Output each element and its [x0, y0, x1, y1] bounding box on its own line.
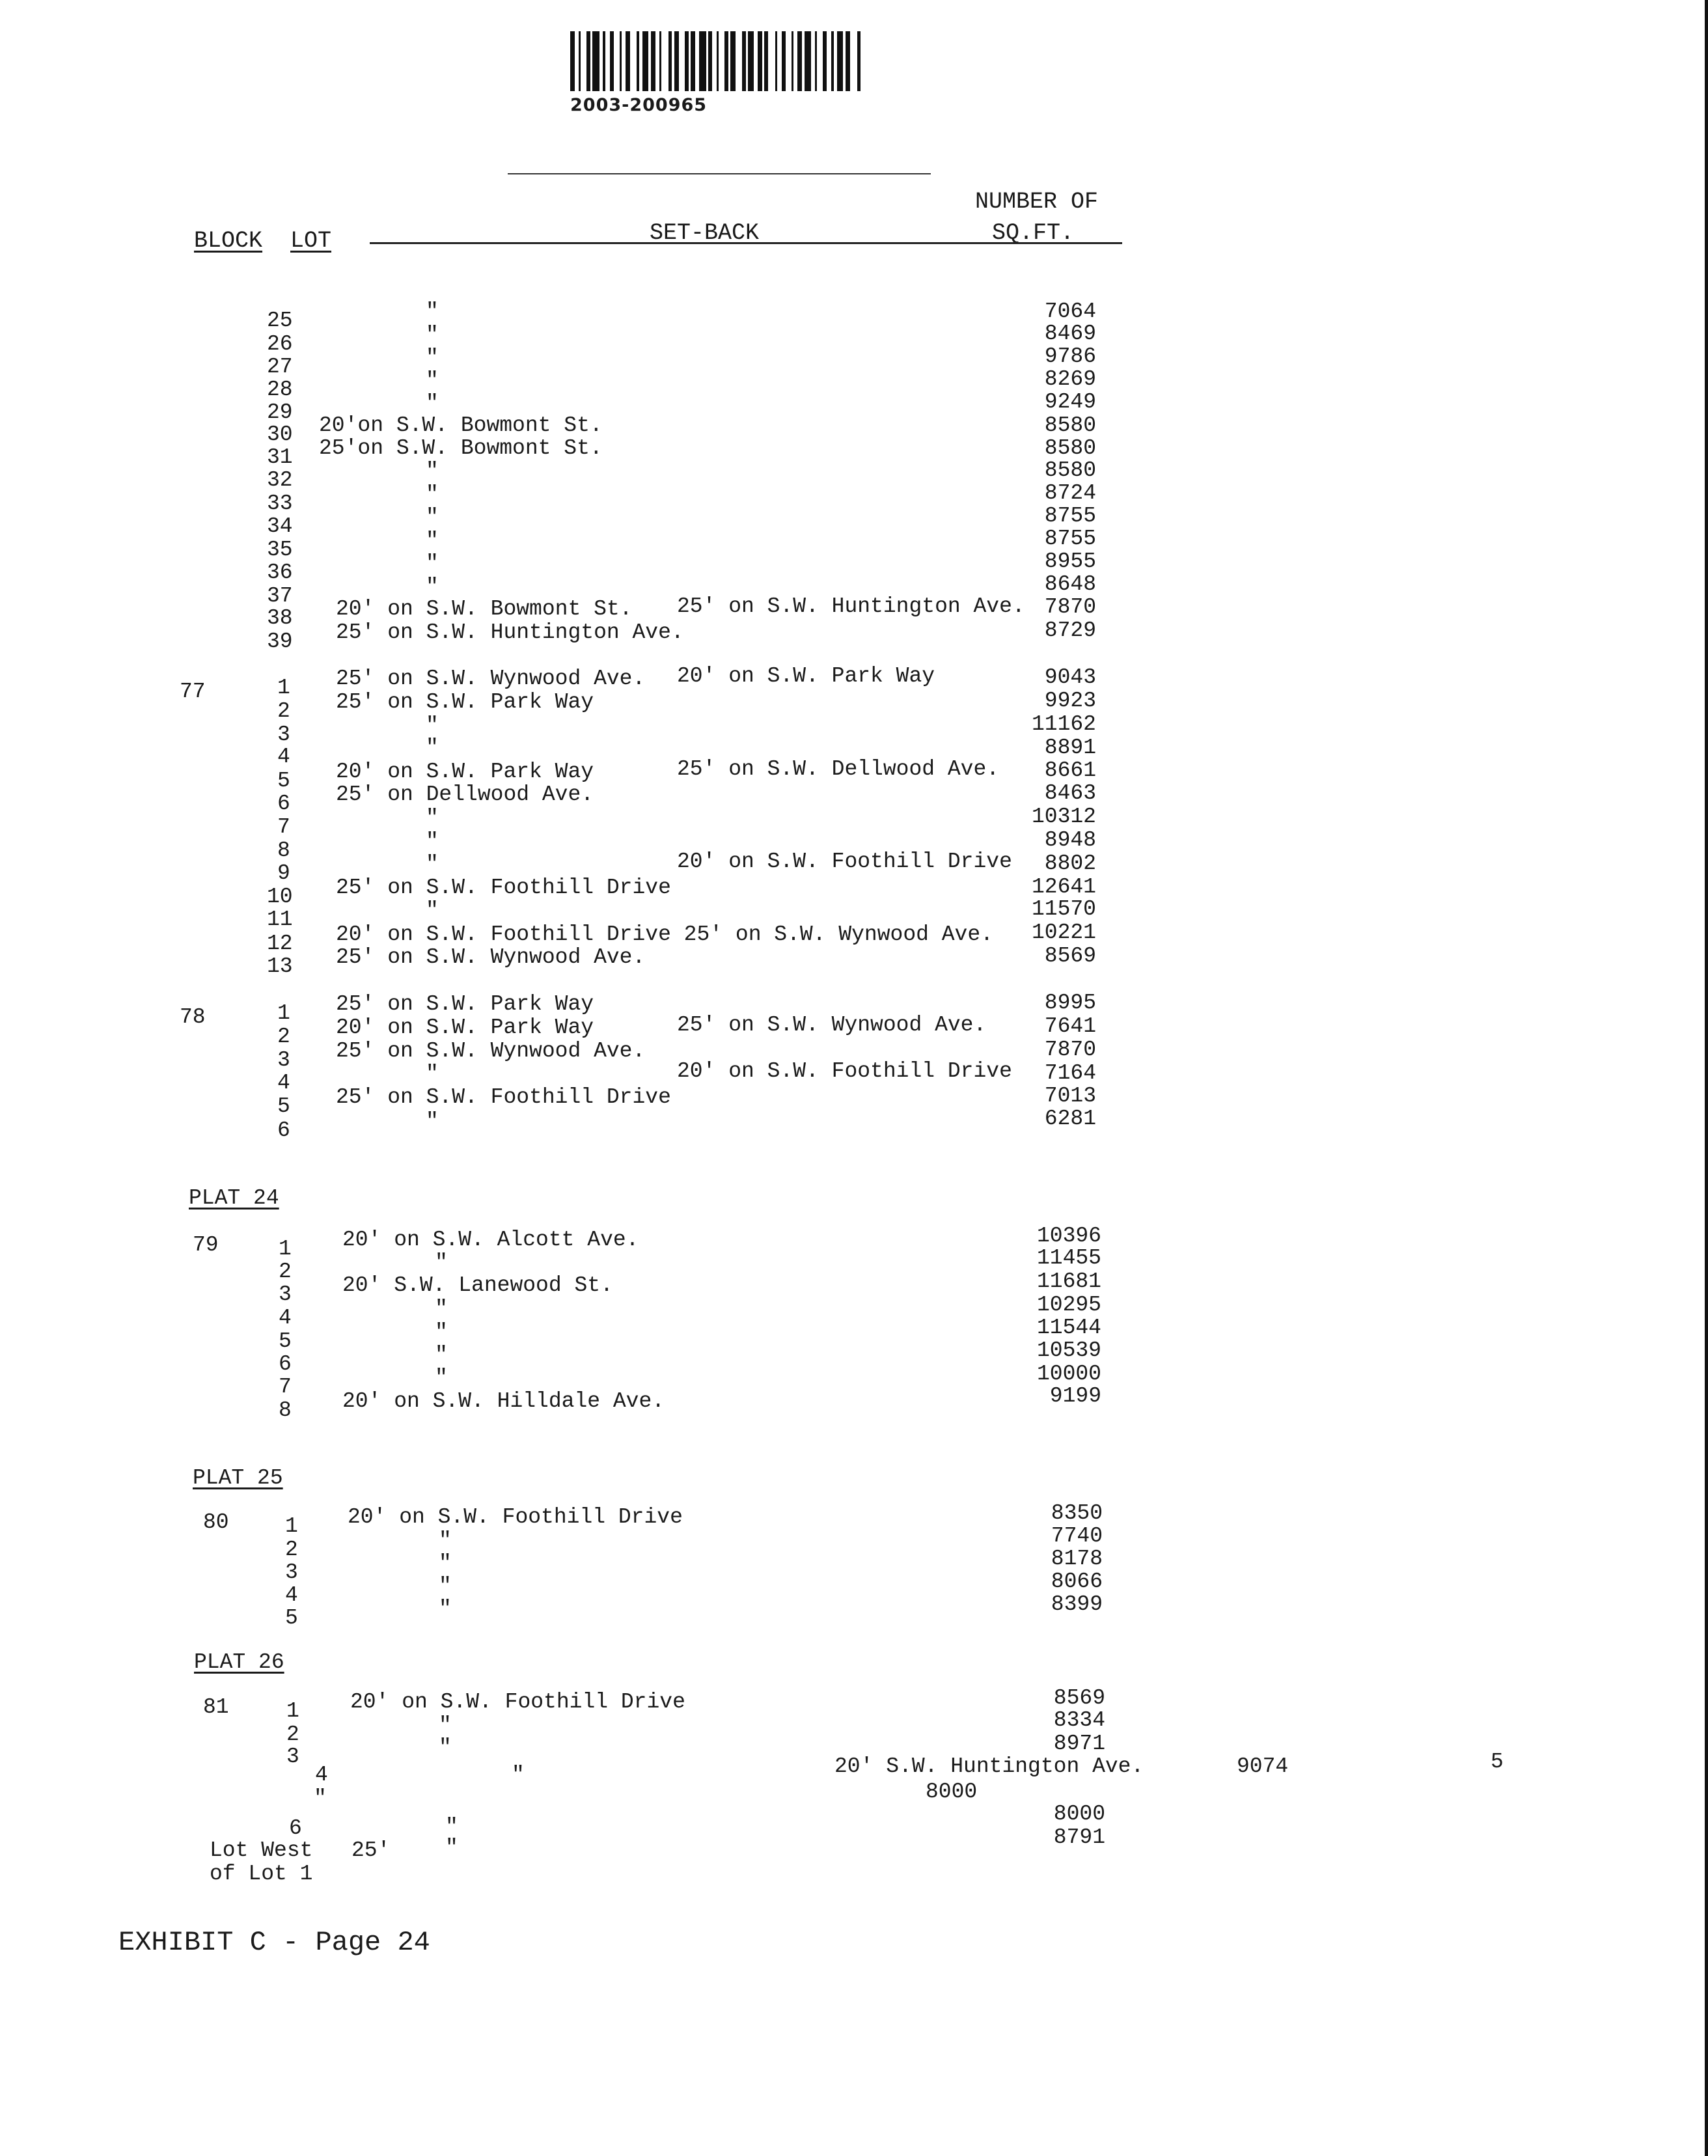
- setback-text: 20' on S.W. Foothill Drive 25' on S.W. Wynwood Ave.: [336, 922, 993, 947]
- sqft-value: 7164: [1044, 1061, 1096, 1085]
- sqft-value: 8995: [1044, 991, 1096, 1015]
- setback-text: ": [426, 713, 439, 738]
- plat-26-lot-4-ditto: ": [512, 1763, 525, 1787]
- sqft-value: 8580: [1044, 436, 1096, 460]
- barcode-bar: [626, 31, 630, 91]
- setback-text: ": [426, 529, 439, 553]
- lot-number: 4: [279, 1306, 292, 1330]
- lot-number: 7: [279, 1375, 292, 1399]
- sqft-value: 8178: [1051, 1547, 1103, 1571]
- header-rule: [370, 242, 1122, 244]
- sqft-value: 10539: [1036, 1338, 1101, 1362]
- setback-text: ": [426, 736, 439, 760]
- setback-text: ": [435, 1297, 448, 1321]
- lot-number: 2: [286, 1722, 299, 1747]
- setback-text: ": [426, 323, 439, 347]
- lot-number: 5: [277, 1094, 290, 1118]
- lot-number: 26: [267, 332, 293, 356]
- setback-text: 20'on S.W. Bowmont St.: [319, 413, 603, 437]
- barcode-bar: [850, 31, 857, 91]
- sqft-value: 8399: [1051, 1592, 1103, 1616]
- setback-text: 25'on S.W. Bowmont St.: [319, 436, 603, 460]
- sqft-value: 8569: [1053, 1686, 1105, 1710]
- barcode-bar: [712, 31, 717, 91]
- barcode-bar: [817, 31, 823, 91]
- plat-26-lot-6-sqft: 8000: [1053, 1802, 1105, 1826]
- lot-number: 3: [277, 723, 290, 747]
- sqft-value: 10295: [1036, 1293, 1101, 1317]
- barcode-bar: [797, 31, 802, 91]
- lot-number: 1: [277, 676, 290, 700]
- sqft-value: 7870: [1044, 595, 1096, 619]
- sqft-value: 7064: [1044, 299, 1096, 324]
- setback-text: ": [426, 551, 439, 575]
- barcode-bar: [786, 31, 792, 91]
- lot-number: 2: [285, 1538, 298, 1562]
- block-number: 79: [193, 1233, 219, 1257]
- lot-number: 1: [279, 1237, 292, 1261]
- sqft-value: 9199: [1049, 1384, 1101, 1408]
- lot-number: 3: [286, 1745, 299, 1769]
- sqft-value: 9786: [1044, 344, 1096, 368]
- lot-number: 7: [277, 815, 290, 839]
- lot-number: 30: [267, 422, 293, 447]
- setback-text: ": [435, 1320, 448, 1344]
- setback-text: ": [426, 1109, 439, 1133]
- barcode-bar: [614, 31, 620, 91]
- plat-26-lot-5: 5: [1491, 1750, 1504, 1774]
- lot-number: 4: [285, 1583, 298, 1607]
- barcode-bar: [805, 31, 812, 91]
- setback-text: 20' on S.W. Foothill Drive: [348, 1505, 683, 1529]
- lot-number: 6: [279, 1352, 292, 1376]
- lot-number: 8: [279, 1398, 292, 1422]
- top-rule: [508, 173, 931, 174]
- setback-text: 25' on S.W. Wynwood Ave.: [336, 945, 646, 969]
- setback-secondary: 25' on S.W. Wynwood Ave.: [677, 1013, 987, 1037]
- setback-text: ": [426, 898, 439, 922]
- sqft-value: 8891: [1044, 736, 1096, 760]
- sqft-value: 8569: [1044, 944, 1096, 968]
- plat-26-ditto-row-sqft: 8000: [926, 1780, 978, 1804]
- barcode-bar: [861, 31, 863, 91]
- setback-text: ": [439, 1735, 452, 1760]
- sqft-value: 11162: [1031, 712, 1096, 736]
- setback-text: ": [426, 346, 439, 370]
- setback-text: 20' S.W. Lanewood St.: [342, 1273, 613, 1297]
- setback-text: 25' on Dellwood Ave.: [336, 782, 594, 807]
- lot-number: 10: [267, 885, 293, 909]
- barcode-bar: [827, 31, 831, 91]
- setback-text: 25' on S.W. Wynwood Ave.: [336, 1039, 646, 1063]
- lot-number: 12: [267, 932, 293, 956]
- lot-number: 37: [267, 584, 293, 608]
- lot-number: 1: [286, 1699, 299, 1723]
- sqft-value: 8661: [1044, 758, 1096, 782]
- setback-text: 25' on S.W. Park Way: [336, 992, 594, 1016]
- setback-text: ": [426, 806, 439, 830]
- setback-text: 25' on S.W. Wynwood Ave.: [336, 667, 646, 691]
- setback-text: 20' on S.W. Alcott Ave.: [342, 1228, 639, 1252]
- barcode-bar: [642, 31, 648, 91]
- setback-text: ": [435, 1251, 448, 1275]
- setback-text: 20' on S.W. Bowmont St.: [336, 597, 633, 621]
- setback-text: 25' on S.W. Foothill Drive: [336, 1085, 671, 1109]
- lot-number: 1: [277, 1001, 290, 1025]
- barcode-bar: [581, 31, 586, 91]
- sqft-value: 7740: [1051, 1524, 1103, 1548]
- lot-number: 29: [267, 400, 293, 424]
- setback-secondary: 20' on S.W. Park Way: [677, 664, 935, 688]
- setback-text: ": [426, 505, 439, 529]
- setback-text: ": [426, 829, 439, 853]
- lot-number: 1: [285, 1514, 298, 1538]
- plat-26-lot-west-ditto: ": [445, 1836, 458, 1860]
- sqft-value: 7641: [1044, 1014, 1096, 1038]
- lot-number: 3: [285, 1560, 298, 1584]
- setback-secondary: 25' on S.W. Huntington Ave.: [677, 594, 1025, 618]
- barcode-bar: [758, 31, 762, 91]
- setback-text: ": [435, 1366, 448, 1390]
- lot-number: 8: [277, 838, 290, 863]
- setback-text: ": [435, 1343, 448, 1367]
- block-number: 78: [180, 1005, 206, 1029]
- sqft-value: 8648: [1044, 572, 1096, 596]
- sqft-value: 9923: [1044, 689, 1096, 713]
- setback-text: ": [439, 1713, 452, 1737]
- setback-text: 25' on S.W. Park Way: [336, 690, 594, 714]
- page-edge: [1705, 0, 1708, 2156]
- sqft-value: 8580: [1044, 458, 1096, 482]
- lot-number: 2: [279, 1260, 292, 1284]
- barcode-bar: [661, 31, 668, 91]
- header-block: BLOCK: [194, 228, 263, 254]
- plat-26-lot-4-sqft: 9074: [1237, 1754, 1289, 1778]
- plat-26-lot-west-sqft: 8791: [1053, 1825, 1105, 1849]
- barcode-bar: [691, 31, 695, 91]
- setback-text: ": [439, 1551, 452, 1575]
- barcode-bar: [837, 31, 843, 91]
- sqft-value: 8580: [1044, 413, 1096, 437]
- setback-secondary: 20' on S.W. Foothill Drive: [677, 850, 1012, 874]
- lot-number: 6: [277, 1118, 290, 1142]
- block-number: 77: [180, 680, 206, 704]
- setback-text: 20' on S.W. Hilldale Ave.: [342, 1389, 665, 1413]
- lot-number: 4: [277, 745, 290, 769]
- setback-text: ": [439, 1574, 452, 1598]
- sqft-value: 8724: [1044, 481, 1096, 505]
- sqft-value: 8802: [1044, 851, 1096, 876]
- lot-number: 28: [267, 378, 293, 402]
- sqft-value: 12641: [1031, 875, 1096, 899]
- sqft-value: 8066: [1051, 1569, 1103, 1594]
- setback-text: ": [426, 852, 439, 876]
- barcode-bar: [570, 31, 575, 91]
- sqft-value: 8955: [1044, 549, 1096, 574]
- barcode-bar: [846, 31, 850, 91]
- sqft-value: 8463: [1044, 781, 1096, 805]
- sqft-value: 10312: [1031, 805, 1096, 829]
- barcode-bar: [630, 31, 637, 91]
- lot-number: 5: [285, 1606, 298, 1630]
- barcode-bar: [736, 31, 743, 91]
- lot-number: 11: [267, 907, 293, 932]
- header-setback: SET-BACK: [650, 220, 760, 246]
- setback-text: 25' on S.W. Huntington Ave.: [336, 620, 684, 644]
- lot-number: 5: [279, 1329, 292, 1353]
- barcode-bar: [651, 31, 655, 91]
- sqft-value: 11570: [1031, 897, 1096, 921]
- plat-26-lot-6: 6: [289, 1816, 302, 1840]
- lot-number: 34: [267, 514, 293, 538]
- plat-26-lot-west-line1: Lot West: [210, 1838, 313, 1862]
- lot-number: 35: [267, 538, 293, 562]
- plat-26-lot-4-setback: 20' S.W. Huntington Ave.: [834, 1754, 1144, 1778]
- barcode-bar: [605, 31, 610, 91]
- barcode-number: 2003-200965: [570, 95, 708, 115]
- sqft-value: 11544: [1036, 1316, 1101, 1340]
- lot-number: 2: [277, 699, 290, 723]
- setback-text: 20' on S.W. Park Way: [336, 760, 594, 784]
- sqft-value: 6281: [1044, 1107, 1096, 1131]
- lot-number: 6: [277, 792, 290, 816]
- exhibit-footer: EXHIBIT C - Page 24: [118, 1927, 430, 1958]
- barcode-bar: [674, 31, 679, 91]
- setback-text: ": [426, 459, 439, 483]
- sqft-value: 10221: [1031, 920, 1096, 945]
- barcode: [570, 31, 863, 91]
- sqft-value: 8948: [1044, 828, 1096, 852]
- barcode-bar: [592, 31, 599, 91]
- lot-number: 4: [277, 1071, 290, 1095]
- lot-number: 33: [267, 491, 293, 516]
- lot-number: 38: [267, 606, 293, 630]
- barcode-bar: [719, 31, 724, 91]
- sqft-value: 8755: [1044, 504, 1096, 528]
- setback-text: ": [426, 391, 439, 415]
- plat-26-title: PLAT 26: [194, 1650, 284, 1674]
- setback-text: 20' on S.W. Foothill Drive: [350, 1690, 685, 1714]
- setback-text: ": [426, 368, 439, 393]
- barcode-bar: [777, 31, 782, 91]
- setback-text: ": [439, 1528, 452, 1553]
- setback-text: 25' on S.W. Foothill Drive: [336, 876, 671, 900]
- lot-number: 31: [267, 445, 293, 469]
- sqft-value: 10000: [1036, 1362, 1101, 1386]
- setback-text: ": [426, 575, 439, 599]
- barcode-bar: [768, 31, 775, 91]
- lot-number: 9: [277, 861, 290, 885]
- lot-number: 5: [277, 769, 290, 793]
- block-number: 80: [203, 1510, 229, 1534]
- sqft-value: 9249: [1044, 390, 1096, 414]
- sqft-value: 8334: [1053, 1708, 1105, 1732]
- lot-number: 32: [267, 468, 293, 492]
- lot-number: 27: [267, 355, 293, 379]
- setback-text: 20' on S.W. Park Way: [336, 1016, 594, 1040]
- lot-number: 25: [267, 309, 293, 333]
- lot-number: 13: [267, 954, 293, 978]
- barcode-bar: [699, 31, 706, 91]
- header-lot: LOT: [290, 228, 332, 254]
- plat-26-lot-6-setback: ": [445, 1815, 458, 1839]
- sqft-value: 8755: [1044, 527, 1096, 551]
- sqft-value: 8269: [1044, 367, 1096, 391]
- setback-text: ": [426, 299, 439, 324]
- plat-26-lot-4: 4: [315, 1763, 328, 1787]
- lot-number: 3: [277, 1048, 290, 1072]
- setback-text: ": [439, 1597, 452, 1621]
- sqft-value: 9043: [1044, 665, 1096, 689]
- plat-24-title: PLAT 24: [189, 1186, 279, 1210]
- sqft-value: 8971: [1053, 1732, 1105, 1756]
- sqft-value: 10396: [1036, 1224, 1101, 1248]
- barcode-bar: [730, 31, 735, 91]
- lot-number: 2: [277, 1025, 290, 1049]
- plat-26-ditto-row: ": [314, 1786, 327, 1810]
- header-sqft: SQ.FT.: [992, 220, 1075, 246]
- setback-text: ": [426, 1062, 439, 1086]
- plat-26-lot-west-line2: of Lot 1: [210, 1862, 313, 1886]
- sqft-value: 11681: [1036, 1269, 1101, 1293]
- plat-26-lot-west-setback: 25': [351, 1838, 391, 1862]
- sqft-value: 11455: [1036, 1246, 1101, 1270]
- block-number: 81: [203, 1695, 229, 1719]
- sqft-value: 7013: [1044, 1084, 1096, 1108]
- lot-number: 39: [267, 629, 293, 654]
- header-number-of: NUMBER OF: [975, 189, 1099, 215]
- setback-secondary: 20' on S.W. Foothill Drive: [677, 1059, 1012, 1083]
- setback-secondary: 25' on S.W. Dellwood Ave.: [677, 757, 1000, 781]
- setback-text: ": [426, 482, 439, 506]
- sqft-value: 8469: [1044, 322, 1096, 346]
- sqft-value: 8350: [1051, 1501, 1103, 1525]
- lot-number: 36: [267, 560, 293, 585]
- plat-25-title: PLAT 25: [193, 1466, 283, 1490]
- barcode-bar: [679, 31, 685, 91]
- lot-number: 3: [279, 1282, 292, 1306]
- barcode-bar: [748, 31, 754, 91]
- sqft-value: 7870: [1044, 1038, 1096, 1062]
- sqft-value: 8729: [1044, 618, 1096, 643]
